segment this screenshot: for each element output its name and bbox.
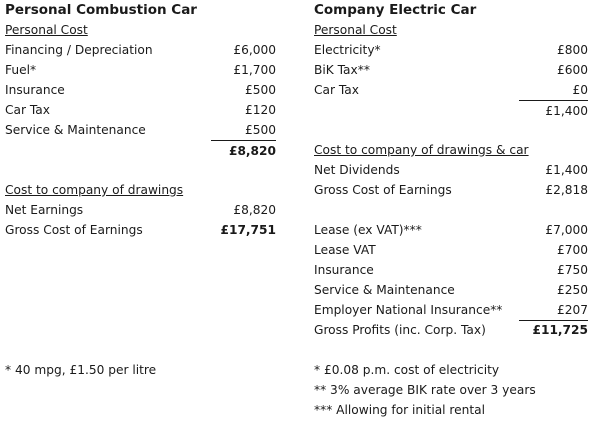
total-value: £1,400	[545, 104, 588, 118]
electric-cost-row	[314, 80, 588, 100]
combustion-cost-row	[5, 120, 276, 140]
electric-personal-cost-total	[314, 101, 588, 121]
combustion-cost-row	[5, 60, 276, 80]
electric-drawings-row	[314, 180, 588, 200]
electric-company-row	[314, 220, 588, 240]
row-value: £1,400	[545, 163, 588, 177]
row-value: £500	[244, 123, 276, 137]
electric-footnote: * £0.08 p.m. cost of electricity	[314, 363, 500, 377]
row-label: Lease (ex VAT)***	[314, 223, 422, 237]
row-label: Service & Maintenance	[314, 283, 455, 297]
combustion-personal-cost-heading: Personal Cost	[5, 23, 88, 37]
electric-company-row	[314, 280, 588, 300]
combustion-cost-row	[5, 40, 276, 60]
electric-cost-row	[314, 60, 588, 80]
row-value: £500	[244, 83, 276, 97]
row-value: £750	[556, 263, 588, 277]
row-value: £7,000	[545, 223, 588, 237]
electric-cost-row	[314, 40, 588, 60]
row-label: BiK Tax**	[314, 63, 370, 77]
combustion-drawings-row	[5, 220, 276, 240]
row-value: £600	[556, 63, 588, 77]
row-value: £0	[572, 83, 588, 97]
combustion-car-title: Personal Combustion Car	[5, 2, 197, 18]
row-value: £700	[556, 243, 588, 257]
electric-gross-profits-row	[314, 320, 588, 340]
row-value: £120	[244, 103, 276, 117]
combustion-cost-row	[5, 100, 276, 120]
row-label: Service & Maintenance	[5, 123, 146, 137]
row-value: £8,820	[233, 203, 276, 217]
total-value: £8,820	[228, 144, 276, 158]
row-value: £207	[556, 303, 588, 317]
combustion-drawings-row	[5, 200, 276, 220]
row-label: Employer National Insurance**	[314, 303, 503, 317]
electric-personal-cost-heading: Personal Cost	[314, 23, 397, 37]
electric-company-row	[314, 300, 588, 320]
row-value: £800	[556, 43, 588, 57]
row-label: Fuel*	[5, 63, 37, 77]
row-value: £17,751	[220, 223, 276, 237]
row-label: Car Tax	[5, 103, 50, 117]
row-value: £11,725	[532, 323, 588, 337]
electric-car-title: Company Electric Car	[314, 2, 477, 18]
row-label: Net Earnings	[5, 203, 84, 217]
row-value: £2,818	[545, 183, 588, 197]
row-label: Insurance	[5, 83, 65, 97]
combustion-drawings-heading: Cost to company of drawings	[5, 183, 184, 197]
row-label: Electricity*	[314, 43, 381, 57]
combustion-cost-row	[5, 80, 276, 100]
row-label: Gross Cost of Earnings	[5, 223, 143, 237]
row-label: Car Tax	[314, 83, 359, 97]
electric-company-row	[314, 260, 588, 280]
row-label: Financing / Depreciation	[5, 43, 153, 57]
combustion-footnote: * 40 mpg, £1.50 per litre	[5, 363, 157, 377]
electric-footnote: *** Allowing for initial rental	[314, 403, 486, 417]
row-label: Net Dividends	[314, 163, 400, 177]
combustion-personal-cost-total	[5, 141, 276, 161]
electric-car-column	[312, 0, 595, 423]
row-label: Insurance	[314, 263, 374, 277]
electric-drawings-heading: Cost to company of drawings & car	[314, 143, 529, 157]
row-value: £6,000	[233, 43, 276, 57]
row-label: Gross Cost of Earnings	[314, 183, 452, 197]
electric-company-row	[314, 240, 588, 260]
electric-drawings-row	[314, 160, 588, 180]
row-label: Lease VAT	[314, 243, 376, 257]
row-label: Gross Profits (inc. Corp. Tax)	[314, 323, 486, 337]
electric-footnote: ** 3% average BIK rate over 3 years	[314, 383, 536, 397]
row-value: £1,700	[233, 63, 276, 77]
combustion-car-column	[0, 0, 280, 423]
row-value: £250	[556, 283, 588, 297]
